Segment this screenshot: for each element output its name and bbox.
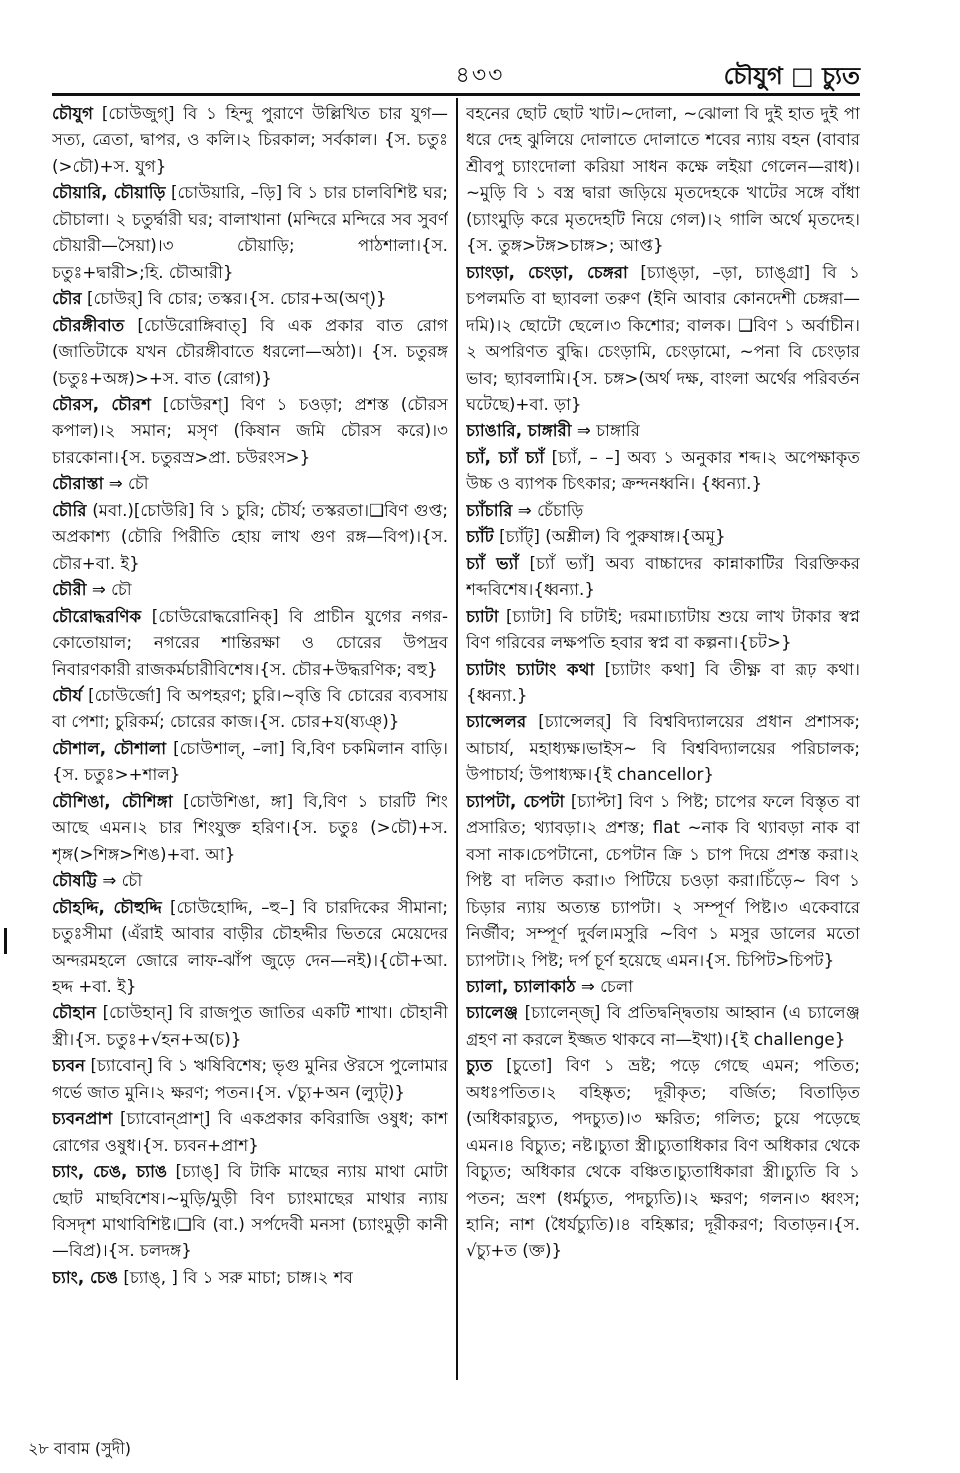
entry-headword: চ্যাঁচারি <box>466 499 513 520</box>
entry-headword: চৌশাল, চৌশালা <box>52 737 167 758</box>
entry-definition: [চ্যালেন্জ্] বি প্রতিদ্বন্দ্বিতায় আহ্বান (এ চ্যালেঞ্জ গ্রহণ না করলে ইজ্জত থাকবে না—ইখা)।{ই challenge} <box>466 1002 860 1049</box>
entry-headword: চ্যাংড়া, চেংড়া, চেঙ্গরা <box>466 261 628 282</box>
entry-definition: [চ্যাবোন্প্রাশ্] বি একপ্রকার কবিরাজি ওষুধ; কাশ রোগের ওষুধ।{স. চ্যবন+প্রাশ} <box>52 1108 448 1155</box>
dictionary-entry <box>52 391 448 470</box>
dictionary-entry <box>52 100 448 179</box>
entry-definition: [চোউর্] বি চোর; তস্কর।{স. চোর+অ(অণ্)} <box>87 288 387 309</box>
entry-headword: চ্যুত <box>466 1055 493 1076</box>
dictionary-entry <box>466 100 860 259</box>
entry-definition: ⇒ চৌ <box>102 870 143 891</box>
entry-definition: [চোউয়ারি, –ড়ি] বি ১ চার চালবিশিষ্ট ঘর; চৌচালা। ২ চতুর্দ্বারী ঘর; বালাখানা (মন্দিরে মন্দিরে সব সুবর্ণ চৌয়ারী—সৈয়া)।৩ চৌয়াড়ি; পাঠশালা।{স. চতুঃ+দ্বারী>;হি. চৌআরী} <box>52 182 448 282</box>
entry-headword: চৌর <box>52 288 82 309</box>
entry-definition: [চ্যাবোন্] বি ১ ঋষিবিশেষ; ভৃগু মুনির ঔরসে পুলোমার গর্ভে জাত মুনি।২ ক্ষরণ; পতন।{স. √চ্যু+অন (ল্যুট্)} <box>52 1055 448 1102</box>
dictionary-entry <box>466 656 860 709</box>
dictionary-entry <box>52 576 448 602</box>
dictionary-entry <box>52 867 448 893</box>
entry-headword: চৌরাস্তা <box>52 473 104 494</box>
dictionary-entry <box>52 497 448 576</box>
entry-definition: ⇒ চৌ <box>108 473 149 494</box>
entry-definition: [চ্যাপ্টা] বিণ ১ পিষ্ট; চাপের ফলে বিস্তৃত বা প্রসারিত; থ্যাবড়া।২ প্রশস্ত; flat ~নাক বি থ্যাবড়া নাক বা বসা নাক।চেপটানো, চেপটান ক্রি ১ চাপ দিয়ে প্রশস্ত করা।২ পিষ্ট বা দলিত করা।৩ পিটিয়ে চওড়া করা।চিঁড়ে~ বিণ ১ চিড়ার ন্যায় অত্যন্ত চ্যাপটা। ২ সম্পূর্ণ পিষ্ট।৩ একেবারে নির্জীব; সম্পূর্ণ দুর্বল।মসুরি ~বিণ ১ মসুর ডালের মতো চ্যাপটা।২ পিষ্ট; দর্প চূর্ণ হয়েছে এমন।{স. চিপিট>চিপট} <box>466 790 860 970</box>
dictionary-entry <box>52 312 448 391</box>
entry-definition: [চ্যাঁ, – –] অব্য ১ অনুকার শব্দ।২ অপেক্ষাকৃত উচ্চ ও ব্যাপক চিৎকার; ক্রন্দনধ্বনি। {ধ্বন্যা.} <box>466 446 860 494</box>
entry-definition: [চ্যাটাং কথা] বি তীক্ষ্ণ বা রূঢ় কথা।{ধ্বন্যা.} <box>466 658 860 705</box>
dictionary-entry <box>466 523 860 549</box>
dictionary-entry <box>466 999 860 1052</box>
dictionary-entry <box>466 259 860 418</box>
entry-headword: চৌয়ারি, চৌয়াড়ি <box>52 182 166 203</box>
entry-headword: চ্যাঙারি, চাঙ্গারী <box>466 420 572 441</box>
dictionary-entry <box>466 973 860 999</box>
entry-definition: [চোউশিঙা, ঙ্গা] বি,বিণ ১ চারটি শিং আছে এমন।২ চার শিংযুক্ত হরিণ।{স. চতুঃ (>চৌ)+স. শৃঙ্গ(>শিঙ্গ>শিঙ)+বা. আ} <box>52 790 448 864</box>
entry-definition: [চোউর্জো] বি অপহরণ; চুরি।~বৃত্তি বি চোরের ব্যবসায় বা পেশা; চুরিকর্ম; চোরের কাজ।{স. চোর+য(ষ্যঞ্)} <box>52 684 448 732</box>
dictionary-entry <box>52 1264 448 1290</box>
entry-definition: বহনের ছোট ছোট খাট।~দোলা, ~ঝোলা বি দুই হাত দুই পা ধরে দেহ ঝুলিয়ে দোলাতে দোলাতে শবের ন্যায় বহন (বাবার শ্রীবপু চ্যাংদোলা করিয়া সাধন কক্ষে লইয়া গেলেন—রাধ)।~মুড়ি বি ১ বস্ত্র দ্বারা জড়িয়ে মৃতদেহকে খাটের সঙ্গে বাঁধা (চ্যাংমুড়ি করে মৃতদেহটি নিয়ে গেল)।২ গালি অর্থে মৃতদেহ।{স. তুঙ্গ>টঙ্গ>চাঙ্গ>; আপ্ত} <box>466 103 860 256</box>
entry-headword: চ্যালেঞ্জ <box>466 1002 519 1023</box>
dictionary-entry <box>52 894 448 1000</box>
entry-definition: [চ্যাঁ ভ্যাঁ] অব্য বাচ্চাদের কান্নাকাটির বিরক্তিকর শব্দবিশেষ।{ধ্বন্যা.} <box>466 552 860 600</box>
entry-definition: [চোউজুগ্] বি ১ হিন্দু পুরাণে উল্লিখিত চার যুগ—সত্য, ত্রেতা, দ্বাপর, ও কলি।২ চিরকাল; সর্বকাল। {স. চতুঃ (>চৌ)+স. যুগ} <box>52 103 448 176</box>
dictionary-entry <box>466 1052 860 1264</box>
column-divider <box>456 98 458 1380</box>
dictionary-entry <box>52 470 448 496</box>
entry-definition: (মবা.)[চোউরি] বি ১ চুরি; চৌর্য; তস্করতা।❑বিণ গুপ্ত; অপ্রকাশ্য (চৌরি পিরীতি হোয় লাখ গুণ রঙ্গ—বিপ)।{স. চৌর+বা. ই} <box>52 499 448 573</box>
dictionary-entry <box>466 550 860 603</box>
entry-headword: চৌহান <box>52 1002 97 1023</box>
dictionary-entry <box>466 444 860 497</box>
dictionary-entry <box>466 497 860 523</box>
entry-definition: [চোউহান্] বি রাজপুত জাতির একটি শাখা। চৌহানী স্ত্রী।{স. চতুঃ+√হন+অ(চ)} <box>52 1002 448 1049</box>
entry-headword: চ্যাঁট <box>466 526 494 547</box>
entry-headword: চৌহদ্দি, চৌহুদ্দি <box>52 896 162 917</box>
page-number: ৪৩৩ <box>455 63 505 88</box>
dictionary-entry <box>52 682 448 735</box>
entry-headword: চ্যবন <box>52 1055 86 1076</box>
entry-definition: ⇒ চাঙ্গারি <box>576 420 640 441</box>
entry-headword: চৌরঙ্গীবাত <box>52 314 125 335</box>
entry-definition: ⇒ চেলা <box>580 975 634 996</box>
entry-headword: চ্যান্সেলর <box>466 711 527 732</box>
entry-definition: [চোউরোঙ্গিবাত্] বি এক প্রকার বাত রোগ (জাতিটাকে যখন চৌরঙ্গীবাতে ধরলো—অঠা)। {স. চতুরঙ্গ (চতুঃ+অঙ্গ)>+স. বাত (রোগ)} <box>52 314 448 388</box>
entry-headword: চ্যাপটা, চেপটা <box>466 790 565 811</box>
entry-definition: [চ্যান্সেলর্] বি বিশ্ববিদ্যালয়ের প্রধান প্রশাসক; আচার্য, মহাধ্যক্ষ।ভাইস~ বি বিশ্ববিদ্যালয়ের পরিচালক; উপাচার্য; উপাধ্যক্ষ।{ই chancellor} <box>466 711 860 785</box>
entry-definition: [চ্যাঙ্ড়া, –ড়া, চ্যাঙ্গ্রা] বি ১ চপলমতি বা ছ্যাবলা তরুণ (ইনি আবার কোনদেশী চেঙ্গরা—দমি)।২ ছোটো ছেলে।৩ কিশোর; বালক। ❑বিণ ১ অর্বাচীন।২ অপরিণত বুদ্ধি। চেংড়ামি, চেংড়ামো, ~পনা বি চেংড়ার ভাব; ছ্যাবলামি।{স. চঙ্গ>(অর্থ দক্ষ, বাংলা অর্থের পরিবর্তন ঘটেছে)+বা. ড়া} <box>466 261 860 414</box>
dictionary-entry <box>466 603 860 656</box>
entry-definition: [চোউরশ্] বিণ ১ চওড়া; প্রশস্ত (চৌরস কপাল)।২ সমান; মসৃণ (কিষান জমি চৌরস করে)।৩ চারকোনা।{স. চতুরস্র>প্রা. চউরংস>} <box>52 393 448 467</box>
dictionary-entry <box>52 735 448 788</box>
entry-headword: চ্যাটাং চ্যাটাং কথা <box>466 658 595 679</box>
guide-words: চৌযুগ □ চ্যুত <box>723 62 860 90</box>
entry-headword: চৌষট্টি <box>52 870 98 891</box>
dictionary-entry <box>52 285 448 311</box>
dictionary-entry <box>52 788 448 867</box>
entry-definition: ⇒ চেঁচাড়ি <box>517 499 584 520</box>
dictionary-entry <box>466 788 860 973</box>
entry-definition: [চ্যাঙ্] বি টাকি মাছের ন্যায় মাথা মোটা ছোট মাছবিশেষ।~মুড়ি/মুড়ী বিণ চ্যাংমাছের মাথার ন্যায় বিসদৃশ মাথাবিশিষ্ট।❑বি (বা.) সর্পদেবী মনসা (চ্যাংমুড়ী কানী—বিপ্র)।{স. চলদঙ্গ} <box>52 1161 448 1261</box>
header-rule <box>52 93 860 96</box>
entry-definition: [চোউরোদ্ধরোনিক্] বি প্রাচীন যুগের নগর-কোতোয়াল; নগরের শান্তিরক্ষা ও চোরের উপদ্রব নিবারণকারী রাজকর্মচারীবিশেষ।{স. চৌর+উদ্ধরণিক; বহু} <box>52 605 448 679</box>
page-footer: ২৮ বাবাম (সুদী) <box>28 1439 131 1458</box>
dictionary-entry <box>52 999 448 1052</box>
entry-definition: [চ্যাঙ্, ] বি ১ সরু মাচা; চাঙ্গ।২ শব <box>123 1266 353 1287</box>
entry-headword: চৌশিঙা, চৌশিঙ্গা <box>52 790 173 811</box>
entry-headword: চৌরী <box>52 579 87 600</box>
left-column <box>52 100 448 1390</box>
entry-headword: চ্যাং, চেঙ, চ্যাঙ <box>52 1161 168 1182</box>
entry-headword: চ্যাং, চেঙ <box>52 1266 119 1287</box>
entry-headword: চৌরস, চৌরশ <box>52 393 151 414</box>
dictionary-entry <box>466 417 860 443</box>
dictionary-entry <box>52 1052 448 1105</box>
entry-headword: চৌরোদ্ধরণিক <box>52 605 142 626</box>
entry-definition: [চুতো] বিণ ১ ভ্রষ্ট; পড়ে গেছে এমন; পতিত; অধঃপতিত।২ বহিষ্কৃত; দূরীকৃত; বর্জিত; বিতাড়িত (অধিকারচ্যুত, পদচ্যুত)।৩ ক্ষরিত; গলিত; চুয়ে পড়েছে এমন।৪ বিচ্যুত; নষ্ট।চ্যুতা স্ত্রী।চ্যুতাধিকার বিণ অধিকার থেকে বিচ্যুত; অধিকার থেকে বঞ্চিত।চ্যুতাধিকারা স্ত্রী।চ্যুতি বি ১ পতন; ভ্রংশ (ধর্মচ্যুত, পদচ্যুতি)।২ ক্ষরণ; গলন।৩ ধ্বংস; হানি; নাশ (ধৈর্যচ্যুতি)।৪ বহিষ্কার; দূরীকরণ; বিতাড়ন।{স. √চ্যু+ত (ক্ত)} <box>466 1055 860 1261</box>
margin-tick <box>4 928 7 954</box>
entry-definition: ⇒ চৌ <box>91 579 132 600</box>
entry-headword: চৌর্য <box>52 684 83 705</box>
dictionary-entry <box>52 1105 448 1158</box>
dictionary-entry <box>466 708 860 787</box>
entry-definition: [চ্যাটা] বি চাটাই; দরমা।চ্যাটায় শুয়ে লাখ টাকার স্বপ্ন বিণ গরিবের লক্ষপতি হবার স্বপ্ন বা কল্পনা।{চট>} <box>466 605 860 653</box>
entry-headword: চৌরি <box>52 499 87 520</box>
right-column <box>466 100 860 1390</box>
entry-headword: চ্যাঁ ভ্যাঁ <box>466 552 519 573</box>
entry-definition: [চোউশাল্, –লা] বি,বিণ চকমিলান বাড়ি।{স. চতুঃ>+শাল} <box>52 737 448 785</box>
dictionary-entry <box>52 1158 448 1264</box>
dictionary-entry <box>52 179 448 285</box>
entry-headword: চ্যালা, চ্যালাকাঠ <box>466 975 576 996</box>
entry-headword: চৌযুগ <box>52 103 94 123</box>
dictionary-entry <box>52 603 448 682</box>
entry-headword: চ্যাঁ, চ্যাঁ চ্যাঁ <box>466 446 545 467</box>
entry-headword: চ্যবনপ্রাশ <box>52 1108 113 1129</box>
entry-headword: চ্যাটা <box>466 605 499 626</box>
entry-definition: [চোউহোদ্দি, –হু–] বি চারদিকের সীমানা; চতুঃসীমা (এঁরাই আবার বাড়ীর চৌহদ্দীর ভিতরে মেয়েদের অন্দরমহলে জোরে লাফ-ঝাঁপ জুড়ে দেন—নই)।{চৌ+আ. হদ্দ +বা. ই} <box>52 896 448 996</box>
entry-definition: [চ্যাঁট্] (অশ্লীল) বি পুরুষাঙ্গ।{অমূ} <box>499 526 726 547</box>
